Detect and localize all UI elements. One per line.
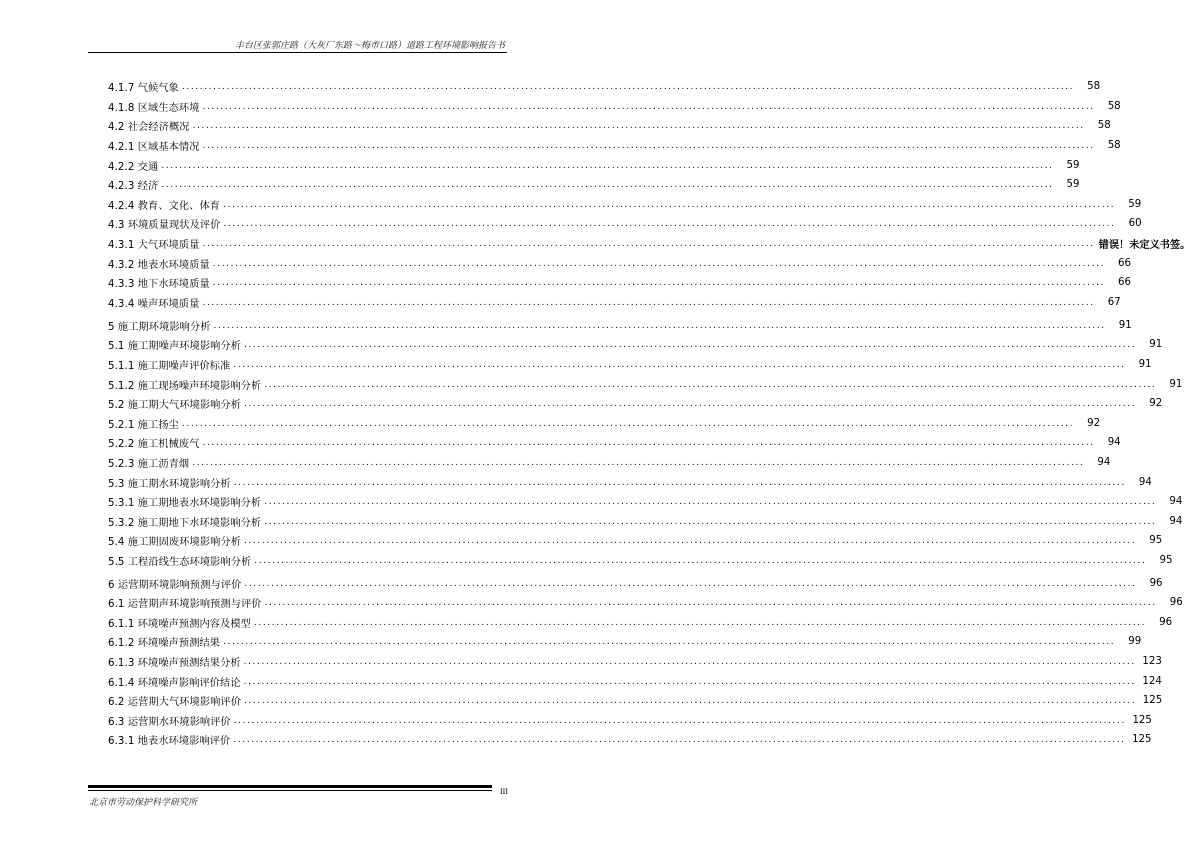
toc-entry[interactable] bbox=[108, 253, 1131, 273]
toc-entry-page: 125 bbox=[1142, 695, 1163, 707]
toc-entry-label: 4.1.8 区域生态环境 bbox=[108, 102, 200, 114]
toc-entry-label: 4.3 环境质量现状及评价 bbox=[108, 220, 221, 232]
toc-dot-leader: ........................................................................................................................................................................................................ bbox=[161, 180, 1054, 191]
toc-dot-leader: ........................................................................................................................................................................................................ bbox=[161, 160, 1054, 171]
toc-entry[interactable] bbox=[108, 413, 1101, 433]
toc-entry[interactable] bbox=[108, 551, 1173, 571]
toc-entry-page: 59 bbox=[1128, 198, 1142, 210]
toc-dot-leader: ........................................................................................................................................................................................................ bbox=[264, 497, 1157, 508]
toc-entry[interactable] bbox=[108, 394, 1163, 414]
toc-entry-page: 58 bbox=[1087, 81, 1101, 93]
toc-entry-label: 4.2.4 教育、文化、体育 bbox=[108, 200, 221, 212]
toc-entry-page: 92 bbox=[1087, 417, 1101, 429]
toc-entry-page: 94 bbox=[1169, 496, 1183, 508]
toc-entry-page: 67 bbox=[1107, 296, 1121, 308]
toc-entry[interactable] bbox=[108, 214, 1142, 234]
toc-entry[interactable] bbox=[108, 632, 1142, 652]
toc-entry-label: 6.3.1 地表水环境影响评价 bbox=[108, 736, 231, 748]
toc-entry-page: 59 bbox=[1066, 179, 1080, 191]
toc-entry-page: 125 bbox=[1132, 734, 1152, 746]
toc-entry-page: 125 bbox=[1132, 714, 1152, 726]
toc-entry[interactable] bbox=[108, 374, 1183, 394]
toc-entry[interactable] bbox=[108, 531, 1163, 551]
toc-entry-label: 6.1 运营期声环境影响预测与评价 bbox=[108, 599, 262, 611]
toc-entry[interactable] bbox=[108, 612, 1173, 632]
footer-rule-thick bbox=[88, 785, 492, 788]
toc-entry[interactable] bbox=[108, 472, 1152, 492]
toc-entry-label: 5.2 施工期大气环境影响分析 bbox=[108, 400, 242, 412]
toc-entry-label: 5.3.2 施工期地下水环境影响分析 bbox=[108, 517, 262, 529]
toc-entry[interactable] bbox=[108, 730, 1152, 750]
toc-dot-leader: ........................................................................................................................................................................................................ bbox=[233, 360, 1126, 370]
toc-entry-label: 5.3.1 施工期地表水环境影响分析 bbox=[108, 498, 262, 510]
toc-entry-page: 96 bbox=[1169, 597, 1183, 609]
toc-entry-page: 99 bbox=[1128, 636, 1142, 648]
toc-entry-label: 5.1 施工期噪声环境影响分析 bbox=[108, 341, 242, 353]
toc-entry[interactable] bbox=[108, 136, 1121, 156]
toc-entry[interactable] bbox=[108, 573, 1163, 593]
toc-entry-page: 96 bbox=[1159, 616, 1173, 628]
table-of-contents bbox=[108, 77, 1190, 750]
toc-entry-label: 5.2.3 施工沥青烟 bbox=[108, 458, 190, 470]
footer-rule-thin bbox=[88, 790, 492, 791]
toc-entry-page: 123 bbox=[1142, 655, 1162, 667]
toc-dot-leader: ........................................................................................................................................................................................................ bbox=[202, 297, 1095, 308]
running-header: 丰台区张郭庄路（大灰厂东路～梅市口路）道路工程环境影响报告书 bbox=[234, 41, 505, 51]
toc-entry-label: 5.5 工程沿线生态环境影响分析 bbox=[108, 556, 252, 568]
toc-entry-page: 94 bbox=[1107, 437, 1121, 449]
toc-entry-label: 4.1.7 气候气象 bbox=[108, 83, 179, 95]
toc-dot-leader: ........................................................................................................................................................................................................ bbox=[244, 536, 1137, 547]
toc-dot-leader: ........................................................................................................................................................................................................ bbox=[264, 598, 1157, 609]
toc-entry-label: 5.2.2 施工机械废气 bbox=[108, 439, 200, 451]
toc-entry[interactable] bbox=[108, 433, 1121, 453]
toc-dot-leader: ........................................................................................................................................................................................................ bbox=[264, 516, 1157, 527]
toc-entry-page: 58 bbox=[1107, 140, 1121, 152]
toc-entry-page: 58 bbox=[1097, 120, 1111, 132]
toc-entry-label: 5 施工期环境影响分析 bbox=[108, 321, 211, 333]
toc-dot-leader: ........................................................................................................................................................................................................ bbox=[243, 656, 1136, 667]
toc-entry-label: 6.1.4 环境噪声影响评价结论 bbox=[108, 677, 241, 689]
toc-entry-page: 94 bbox=[1169, 515, 1183, 527]
toc-entry[interactable] bbox=[108, 671, 1162, 691]
toc-entry-label: 4.3.4 噪声环境质量 bbox=[108, 298, 200, 310]
toc-dot-leader: ........................................................................................................................................................................................................ bbox=[244, 340, 1137, 351]
toc-entry[interactable] bbox=[108, 335, 1163, 355]
toc-entry-label: 4.3.3 地下水环境质量 bbox=[108, 279, 210, 291]
toc-entry[interactable] bbox=[108, 593, 1183, 613]
toc-entry-page: 66 bbox=[1117, 277, 1131, 289]
toc-dot-leader: ........................................................................................................................................................................................................ bbox=[243, 676, 1136, 687]
toc-entry-page: 96 bbox=[1149, 577, 1163, 589]
toc-entry-page: 60 bbox=[1128, 218, 1142, 230]
toc-entry-label: 6.2 运营期大气环境影响评价 bbox=[108, 697, 242, 709]
toc-entry-page: 91 bbox=[1149, 339, 1163, 351]
toc-entry-label: 6.1.3 环境噪声预测结果分析 bbox=[108, 657, 241, 669]
toc-entry[interactable] bbox=[108, 293, 1121, 313]
toc-dot-leader: ........................................................................................................................................................................................................ bbox=[233, 477, 1126, 488]
toc-dot-leader: ........................................................................................................................................................................................................ bbox=[254, 555, 1147, 566]
toc-entry-label: 5.4 施工期固废环境影响分析 bbox=[108, 537, 242, 549]
toc-dot-leader: ........................................................................................................................................................................................................ bbox=[253, 617, 1147, 628]
toc-entry-page: 95 bbox=[1149, 535, 1163, 547]
toc-entry-page: 91 bbox=[1169, 378, 1183, 390]
toc-entry-label: 4.2.3 经济 bbox=[108, 181, 159, 193]
toc-entry[interactable] bbox=[108, 234, 1190, 254]
toc-entry-label: 6.1.2 环境噪声预测结果 bbox=[108, 638, 221, 650]
toc-entry-page: 91 bbox=[1138, 359, 1152, 370]
toc-entry[interactable] bbox=[108, 155, 1080, 175]
toc-dot-leader: ........................................................................................................................................................................................................ bbox=[223, 219, 1116, 230]
header-rule bbox=[88, 52, 507, 53]
toc-entry-page: 92 bbox=[1149, 398, 1163, 410]
toc-entry[interactable] bbox=[108, 492, 1183, 512]
toc-entry-page: 124 bbox=[1142, 675, 1162, 687]
toc-dot-leader: ........................................................................................................................................................................................................ bbox=[192, 457, 1085, 468]
toc-entry[interactable] bbox=[108, 652, 1162, 672]
toc-entry[interactable] bbox=[108, 453, 1111, 473]
toc-dot-leader: ........................................................................................................................................................................................................ bbox=[233, 715, 1126, 726]
toc-entry-page: 66 bbox=[1117, 257, 1131, 269]
toc-dot-leader: ........................................................................................................................................................................................................ bbox=[264, 379, 1157, 390]
toc-entry-label: 4.3.1 大气环境质量 bbox=[108, 240, 200, 252]
toc-entry[interactable] bbox=[108, 116, 1111, 136]
toc-entry-label: 6.1.1 环境噪声预测内容及模型 bbox=[108, 618, 251, 630]
toc-dot-leader: ........................................................................................................................................................................................................ bbox=[181, 82, 1075, 93]
toc-dot-leader: ........................................................................................................................................................................................................ bbox=[202, 438, 1095, 449]
toc-dot-leader: ........................................................................................................................................................................................................ bbox=[244, 399, 1137, 410]
toc-entry[interactable] bbox=[108, 316, 1132, 336]
toc-entry-label: 5.2.1 施工扬尘 bbox=[108, 419, 179, 431]
toc-entry[interactable] bbox=[108, 691, 1163, 711]
toc-dot-leader: ........................................................................................................................................................................................................ bbox=[202, 239, 1095, 250]
toc-entry-label: 6.3 运营期水环境影响评价 bbox=[108, 716, 231, 728]
toc-dot-leader: ........................................................................................................................................................................................................ bbox=[244, 696, 1137, 707]
toc-entry-label: 4.2.1 区域基本情况 bbox=[108, 142, 200, 154]
toc-entry-page: 95 bbox=[1159, 554, 1173, 566]
toc-dot-leader: ........................................................................................................................................................................................................ bbox=[202, 141, 1095, 152]
toc-entry[interactable] bbox=[108, 175, 1080, 195]
toc-entry-label: 5.3 施工期水环境影响分析 bbox=[108, 478, 231, 490]
toc-dot-leader: ........................................................................................................................................................................................................ bbox=[192, 121, 1085, 132]
toc-dot-leader: ........................................................................................................................................................................................................ bbox=[213, 320, 1106, 331]
toc-dot-leader: ........................................................................................................................................................................................................ bbox=[223, 637, 1116, 648]
footer-organization: 北京市劳动保护科学研究所 bbox=[89, 798, 198, 808]
toc-dot-leader: ........................................................................................................................................................................................................ bbox=[212, 258, 1105, 269]
toc-entry-page: 94 bbox=[1138, 476, 1152, 488]
toc-entry-label: 5.1.2 施工现场噪声环境影响分析 bbox=[108, 380, 262, 392]
toc-entry-error: 错误！未定义书签。 bbox=[1098, 240, 1190, 252]
toc-entry[interactable] bbox=[108, 511, 1183, 531]
toc-dot-leader: ........................................................................................................................................................................................................ bbox=[181, 418, 1075, 429]
toc-dot-leader: ........................................................................................................................................................................................................ bbox=[223, 199, 1116, 210]
toc-dot-leader: ........................................................................................................................................................................................................ bbox=[233, 735, 1126, 746]
toc-entry[interactable] bbox=[108, 273, 1131, 293]
toc-entry[interactable] bbox=[108, 195, 1142, 215]
toc-entry-page: 94 bbox=[1097, 456, 1111, 468]
toc-entry[interactable] bbox=[108, 97, 1121, 117]
toc-entry-label: 4.2.2 交通 bbox=[108, 161, 159, 173]
footer-page-number: III bbox=[500, 787, 508, 796]
toc-entry-label: 5.1.1 施工期噪声评价标准 bbox=[108, 361, 231, 372]
toc-entry-label: 4.3.2 地表水环境质量 bbox=[108, 259, 210, 271]
toc-entry-page: 59 bbox=[1066, 159, 1080, 171]
toc-dot-leader: ........................................................................................................................................................................................................ bbox=[244, 578, 1137, 589]
toc-entry-label: 4.2 社会经济概况 bbox=[108, 122, 190, 134]
toc-entry[interactable] bbox=[108, 77, 1101, 97]
toc-entry[interactable] bbox=[108, 710, 1152, 730]
toc-entry-label: 6 运营期环境影响预测与评价 bbox=[108, 579, 242, 591]
toc-entry-page: 91 bbox=[1118, 319, 1132, 331]
toc-dot-leader: ........................................................................................................................................................................................................ bbox=[212, 278, 1105, 289]
toc-entry-page: 58 bbox=[1107, 100, 1121, 112]
toc-entry[interactable] bbox=[108, 355, 1152, 375]
toc-dot-leader: ........................................................................................................................................................................................................ bbox=[202, 101, 1095, 112]
